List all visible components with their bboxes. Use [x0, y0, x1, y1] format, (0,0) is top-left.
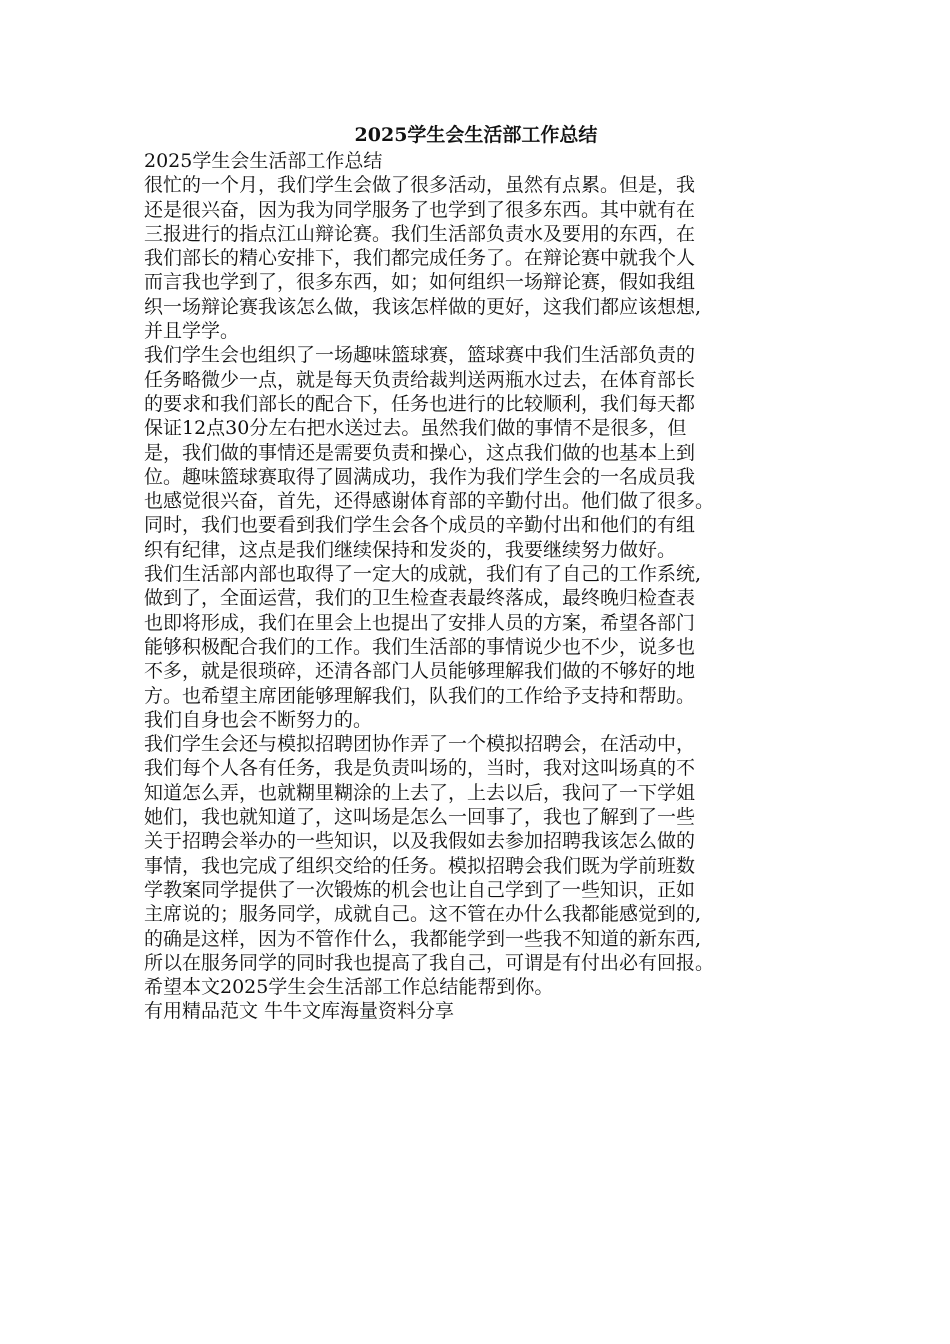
text-line: 织有纪律，这点是我们继续保持和发炎的，我要继续努力做好。: [144, 538, 677, 561]
text-line: 事情，我也完成了组织交给的任务。模拟招聘会我们既为学前班数: [144, 854, 696, 877]
text-line: 她们，我也就知道了，这叫场是怎么一回事了，我也了解到了一些: [144, 806, 696, 829]
text-line: 不多，就是很琐碎，还清各部门人员能够理解我们做的不够好的地: [144, 660, 696, 683]
text-line: 同时，我们也要看到我们学生会各个成员的辛勤付出和他们的有组: [144, 514, 696, 537]
text-line: 还是很兴奋，因为我为同学服务了也学到了很多东西。其中就有在: [144, 198, 696, 221]
text-line: 关于招聘会举办的一些知识，以及我假如去参加招聘我该怎么做的: [144, 830, 696, 853]
text-line: 而言我也学到了，很多东西，如；如何组织一场辩论赛，假如我组: [144, 271, 696, 294]
closing-line: 希望本文2025学生会生活部工作总结能帮到你。: [144, 976, 554, 999]
text-line: 三报进行的指点江山辩论赛。我们生活部负责水及要用的东西，在: [144, 222, 696, 245]
text-line: 我们每个人各有任务，我是负责叫场的，当时，我对这叫场真的不: [144, 757, 696, 780]
footer-line: 有用精品范文 牛牛文库海量资料分享: [144, 1000, 455, 1023]
document-title: 2025学生会生活部工作总结: [354, 124, 598, 146]
text-line: 是，我们做的事情还是需要负责和操心，这点我们做的也基本上到: [144, 441, 696, 464]
text-line: 位。趣味篮球赛取得了圆满成功，我作为我们学生会的一名成员我: [144, 465, 696, 488]
text-line: 我们学生会还与模拟招聘团协作弄了一个模拟招聘会，在活动中，: [144, 733, 696, 756]
text-line: 任务略微少一点，就是每天负责给裁判送两瓶水过去，在体育部长: [144, 368, 696, 391]
text-line: 知道怎么弄，也就糊里糊涂的上去了，上去以后，我问了一下学姐: [144, 781, 696, 804]
text-line: 保证12点30分左右把水送过去。虽然我们做的事情不是很多，但: [144, 417, 687, 440]
document-body: [144, 121, 808, 1024]
text-line: 学教案同学提供了一次锻炼的机会也让自己学到了一些知识，正如: [144, 878, 696, 901]
text-line: 主席说的；服务同学，成就自己。这不管在办什么我都能感觉到的,: [144, 903, 702, 926]
text-line: 我们自身也会不断努力的。: [144, 708, 373, 731]
text-line: 做到了，全面运营，我们的卫生检查表最终落成，最终晚归检查表: [144, 587, 696, 610]
text-line: 织一场辩论赛我该怎么做，我该怎样做的更好，这我们都应该想想,: [144, 295, 702, 318]
subtitle-line: 2025学生会生活部工作总结: [144, 150, 383, 172]
text-line: 并且学学。: [144, 320, 240, 343]
text-line: 我们部长的精心安排下，我们都完成任务了。在辩论赛中就我个人: [144, 247, 696, 270]
text-line: 也感觉很兴奋，首先，还得感谢体育部的辛勤付出。他们做了很多。: [144, 490, 715, 513]
text-line: 的要求和我们部长的配合下，任务也进行的比较顺利，我们每天都: [144, 392, 696, 415]
text-line: 能够积极配合我们的工作。我们生活部的事情说少也不少，说多也: [144, 635, 696, 658]
text-line: 我们生活部内部也取得了一定大的成就，我们有了自己的工作系统,: [144, 563, 702, 586]
text-line: 很忙的一个月，我们学生会做了很多活动，虽然有点累。但是，我: [144, 174, 696, 197]
text-line: 方。也希望主席团能够理解我们，队我们的工作给予支持和帮助。: [144, 684, 696, 707]
text-line: 我们学生会也组织了一场趣味篮球赛，篮球赛中我们生活部负责的: [144, 344, 696, 367]
text-line: 的确是这样，因为不管作什么，我都能学到一些我不知道的新东西,: [144, 927, 702, 950]
text-line: 所以在服务同学的同时我也提高了我自己，可谓是有付出必有回报。: [144, 951, 715, 974]
text-line: 也即将形成，我们在里会上也提出了安排人员的方案，希望各部门: [144, 611, 696, 634]
